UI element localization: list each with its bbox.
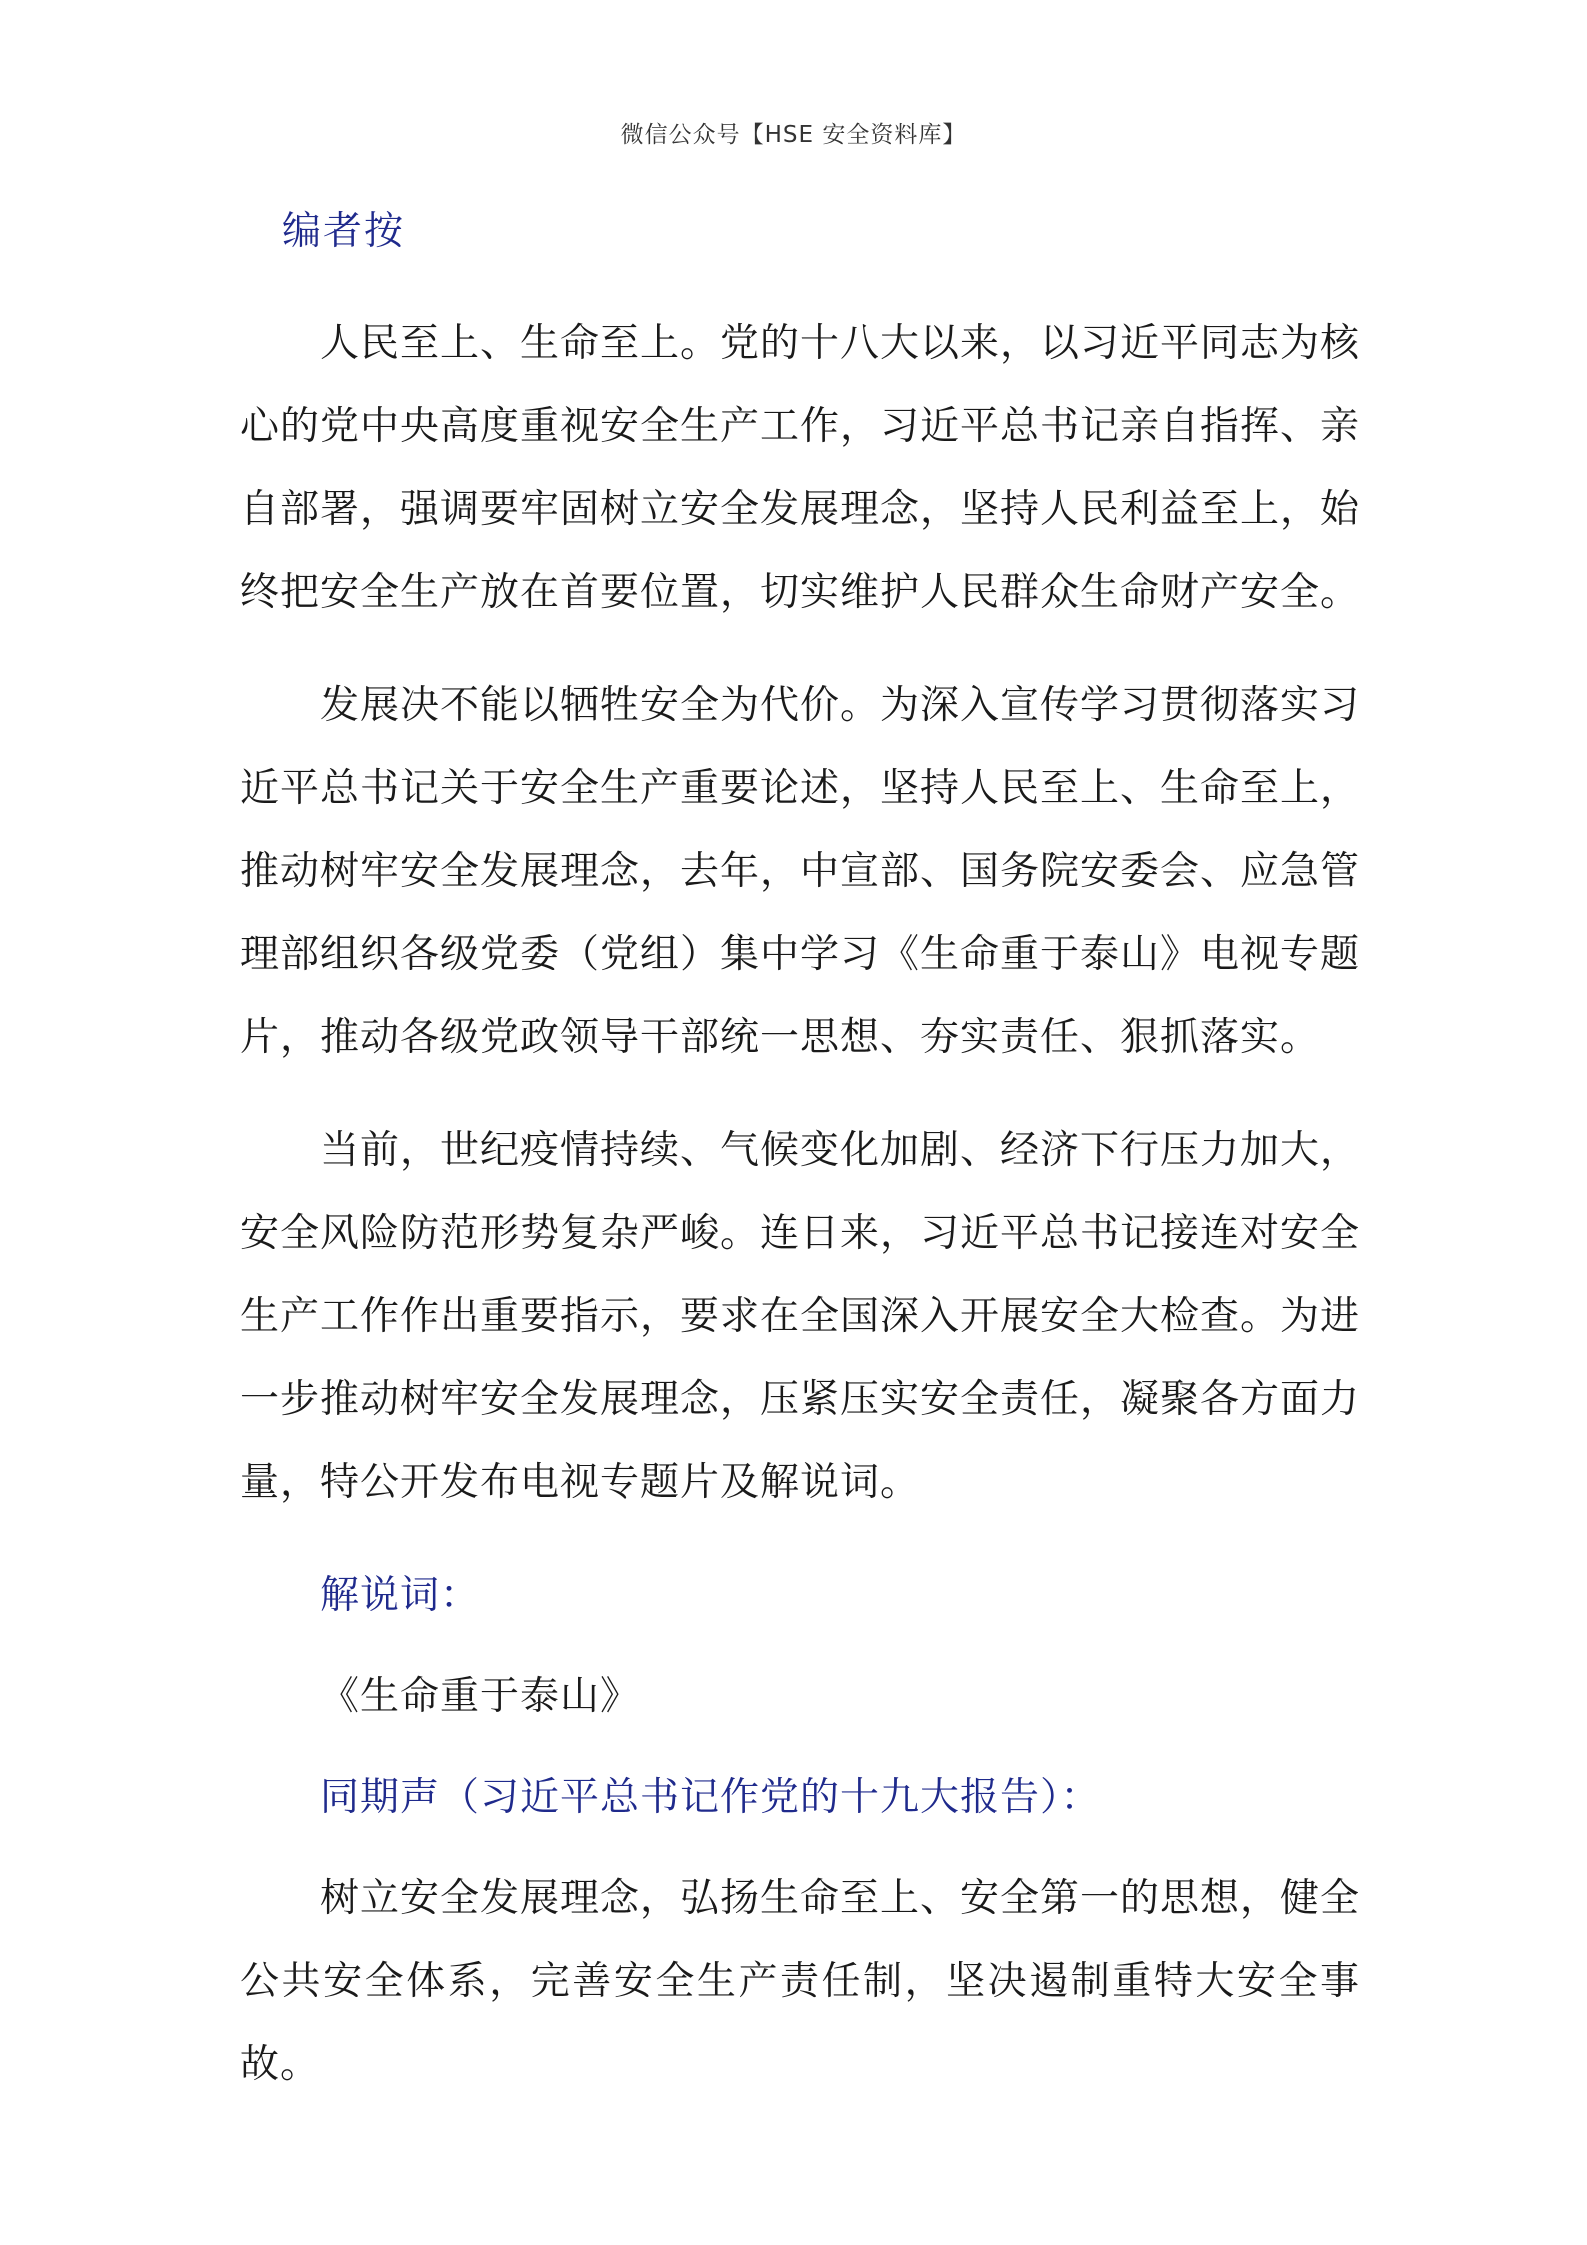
quote-paragraph: 树立安全发展理念，弘扬生命至上、安全第一的思想，健全公共安全体系，完善安全生产责任制，坚决遏制重特大安全事故。: [240, 1876, 1361, 2087]
paragraph-3: 当前，世纪疫情持续、气候变化加剧、经济下行压力加大，安全风险防范形势复杂严峻。连日来，习近平总书记接连对安全生产工作作出重要指示，要求在全国深入开展安全大检查。为进一步推动树牢安全发展理念，压紧压实安全责任，凝聚各方面力量，特公开发布电视专题片及解说词。: [240, 1128, 1361, 1505]
film-title: 《生命重于泰山》: [320, 1674, 641, 1719]
page-header: 微信公众号【HSE 安全资料库】: [620, 122, 967, 148]
paragraph-1: 人民至上、生命至上。党的十八大以来，以习近平同志为核心的党中央高度重视安全生产工作，习近平总书记亲自指挥、亲自部署，强调要牢固树立安全发展理念，坚持人民利益至上，始终把安全生产放在首要位置，切实维护人民群众生命财产安全。: [240, 321, 1361, 615]
sync-sound-heading: 同期声（习近平总书记作党的十九大报告）：: [320, 1775, 1101, 1820]
article-body: [240, 202, 1360, 2106]
editor-note-title: 编者按: [282, 209, 406, 254]
commentary-heading: 解说词：: [320, 1573, 481, 1618]
paragraph-2: 发展决不能以牺牲安全为代价。为深入宣传学习贯彻落实习近平总书记关于安全生产重要论述，坚持人民至上、生命至上，推动树牢安全发展理念，去年，中宣部、国务院安委会、应急管理部组织各级党委（党组）集中学习《生命重于泰山》电视专题片，推动各级党政领导干部统一思想、夯实责任、狠抓落实。: [240, 683, 1361, 1060]
